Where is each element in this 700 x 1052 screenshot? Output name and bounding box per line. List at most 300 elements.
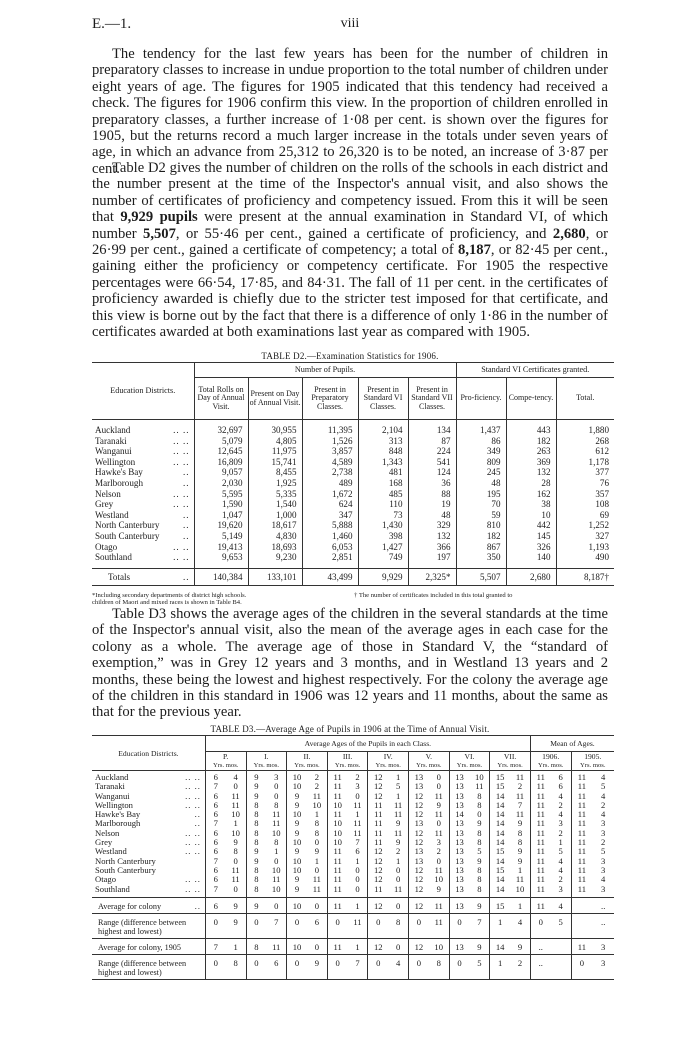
value-cell: 11 (353, 799, 362, 810)
value-cell: 3 (601, 827, 606, 838)
value-cell: 11 (571, 782, 592, 791)
value-cell: 8,455 (248, 467, 302, 478)
leader-dots: .. .. (173, 446, 190, 457)
value-cell: 11 (530, 801, 550, 810)
value-cell: 16,809 (194, 457, 248, 468)
table-d3-mean-header: Mean of Ages. (530, 736, 614, 752)
value-cell: 11 (368, 801, 388, 810)
table-row (92, 829, 614, 838)
value-cell: 350 (456, 552, 506, 568)
value-cell: 11 (353, 827, 362, 838)
value-cell: 6 (205, 792, 225, 801)
footnote-secondary: *Including secondary departments of district high schools. (92, 592, 247, 599)
value-cell: 8 (246, 810, 266, 819)
value-cell: 0 (314, 864, 319, 875)
district-name: Grey (95, 499, 114, 510)
value-cell: 11 (327, 866, 347, 875)
value-cell: 349 (456, 446, 506, 457)
value-cell: 7 (205, 885, 225, 898)
value-cell: 12 (409, 897, 429, 913)
district-name: Wanganui (95, 446, 132, 457)
value-cell: 15 (490, 897, 510, 913)
table-row (92, 478, 614, 489)
value-cell: 1 (348, 897, 368, 913)
value-cell: 10 (287, 771, 307, 783)
value-cell: 11 (434, 864, 443, 875)
value-cell: 14 (490, 810, 510, 819)
district-name: North Canterbury (95, 520, 160, 531)
value-cell: 9 (287, 792, 307, 801)
value-cell: 1,252 (588, 520, 609, 531)
value-cell: 11 (327, 939, 347, 955)
value-cell: 13 (449, 829, 469, 838)
value-cell: 9 (233, 837, 238, 848)
table-d2-col-header: Pro-ficiency. (456, 378, 506, 420)
district-name: Hawke's Bay (95, 467, 143, 478)
value-cell: 1 (314, 809, 319, 820)
value-cell: 9,653 (194, 552, 248, 568)
value-cell: 14 (490, 801, 510, 810)
table-row (92, 568, 614, 586)
value-cell (571, 914, 592, 939)
value-cell: 10 (287, 857, 307, 866)
table-row (92, 771, 614, 783)
leader-dots: .. .. (185, 781, 201, 792)
value-cell: 4 (388, 955, 408, 980)
value-cell: 4,589 (302, 457, 358, 468)
value-cell: 11 (312, 874, 321, 885)
value-cell: 11 (348, 914, 368, 939)
value-cell: 1,540 (248, 499, 302, 510)
value-cell: 13 (449, 885, 469, 898)
value-cell: 0 (388, 939, 408, 955)
value-cell: 10 (327, 829, 347, 838)
value-cell: 5,079 (194, 436, 248, 447)
value-cell: 9 (307, 955, 327, 980)
value-cell: 11 (571, 801, 592, 810)
value-cell: 0 (266, 897, 286, 913)
value-cell: 0 (307, 897, 327, 913)
value-cell: 1,047 (194, 510, 248, 521)
value-cell: 8 (314, 827, 319, 838)
value-cell: 10 (287, 782, 307, 791)
table-row (92, 782, 614, 791)
value-cell: 2,325* (408, 568, 456, 586)
value-cell: 6 (558, 781, 563, 792)
leader-dots: .. .. (173, 435, 190, 446)
value-cell: 11 (368, 810, 388, 819)
value-cell: 6 (205, 810, 225, 819)
table-d3-unit-header: Yrs. mos. (368, 762, 409, 771)
table-d3-unit-header: Yrs. mos. (571, 762, 614, 771)
value-cell: 4 (558, 809, 563, 820)
value-cell: 0 (205, 955, 225, 980)
value-cell: 0 (274, 781, 279, 792)
value-cell: 48 (456, 478, 506, 489)
value-cell: 9 (517, 846, 523, 857)
district-name: Auckland (95, 425, 131, 435)
value-cell: 11 (231, 790, 240, 801)
value-cell: 0 (287, 914, 307, 939)
value-cell (571, 897, 592, 913)
value-cell: 6 (205, 866, 225, 875)
value-cell: 8 (246, 838, 266, 847)
table-d2-col-header: Total. (556, 378, 614, 420)
value-cell: 0 (388, 897, 408, 913)
leader-dots: .. .. (173, 488, 190, 499)
value-cell: 5 (477, 846, 482, 857)
value-cell: 9 (436, 799, 441, 810)
value-cell: 0 (436, 781, 441, 792)
value-cell: 8 (246, 885, 266, 898)
table-row (92, 801, 614, 810)
value-cell: 11 (434, 827, 443, 838)
value-cell: 8,187† (556, 568, 614, 586)
value-cell: 11 (393, 883, 403, 894)
value-cell: 245 (456, 467, 506, 478)
value-cell: 10 (287, 939, 307, 955)
value-cell: 134 (408, 420, 456, 436)
value-cell: 0 (205, 914, 225, 939)
page-number: viii (340, 16, 360, 31)
value-cell: 9 (246, 771, 266, 783)
table-row (92, 510, 614, 521)
value-cell: 0 (246, 955, 266, 980)
value-cell: 8 (274, 799, 279, 810)
value-cell: 7 (517, 799, 523, 810)
value-cell: 327 (595, 530, 609, 541)
value-cell: 1 (395, 855, 401, 866)
value-cell: 10 (287, 810, 307, 819)
value-cell: 86 (456, 436, 506, 447)
value-cell: 8 (477, 864, 482, 875)
value-cell: 9 (395, 818, 401, 829)
value-cell: 11 (272, 818, 281, 829)
value-cell: 12 (368, 939, 388, 955)
value-cell: 848 (358, 446, 408, 457)
value-cell: 12 (409, 866, 429, 875)
value-cell: 11 (571, 847, 592, 856)
district-name: Westland (95, 846, 127, 857)
value-cell: 5 (551, 914, 571, 939)
leader-dots: .. (194, 818, 201, 829)
table-d3-class-header: 1905. (571, 752, 614, 762)
value-cell: 810 (456, 520, 506, 531)
value-cell: 8 (517, 827, 523, 838)
value-cell: 8 (517, 837, 523, 848)
value-cell: 13 (409, 847, 429, 856)
value-cell: 357 (595, 488, 609, 499)
value-cell: 10 (475, 772, 484, 782)
district-name: Average for colony, 1905 (98, 943, 181, 953)
value-cell: 59 (456, 510, 506, 521)
value-cell: 11 (272, 874, 281, 885)
value-cell: 19 (408, 499, 456, 510)
value-cell: 12 (409, 838, 429, 847)
report-reference: E.—1. (92, 16, 132, 32)
district-name: Wanganui (95, 790, 130, 801)
value-cell: 9 (517, 818, 523, 829)
value-cell: .. (530, 939, 550, 955)
value-cell: 12,645 (194, 446, 248, 457)
value-cell: 2 (436, 846, 441, 857)
district-name: Wellington (95, 456, 136, 467)
value-cell: 12 (409, 885, 429, 898)
table-d3-class-header: VI. (449, 752, 490, 762)
value-cell: 0 (368, 914, 388, 939)
table-d3-class-header: IV. (368, 752, 409, 762)
value-cell: 224 (408, 446, 456, 457)
value-cell: 9 (287, 819, 307, 828)
value-cell: 12 (368, 866, 388, 875)
value-cell: 2 (314, 772, 319, 782)
value-cell: 1,672 (302, 489, 358, 500)
value-cell: 12 (368, 857, 388, 866)
value-cell: 110 (358, 499, 408, 510)
value-cell: 0 (274, 790, 279, 801)
table-row (92, 499, 614, 510)
value-cell: 2 (601, 837, 606, 848)
table-d3-unit-header: Yrs. mos. (530, 762, 571, 771)
value-cell: 10 (271, 864, 281, 875)
value-cell: 1,437 (456, 420, 506, 436)
value-cell: 14 (490, 819, 510, 828)
table-d3-class-header: II. (287, 752, 328, 762)
value-cell: 0 (409, 914, 429, 939)
value-cell: 9,929 (358, 568, 408, 586)
value-cell: 0 (436, 772, 441, 782)
value-cell: 2 (601, 799, 606, 810)
value-cell: 2 (510, 955, 530, 980)
value-cell: 2,030 (194, 478, 248, 489)
value-cell: 1 (355, 809, 360, 820)
table-d2-col-header: Present on Day of Annual Visit. (248, 378, 302, 420)
value-cell: 0 (314, 837, 319, 848)
value-cell: 10 (506, 510, 556, 521)
value-cell: 5,335 (248, 489, 302, 500)
value-cell: 9 (287, 885, 307, 898)
value-cell: 145 (506, 531, 556, 542)
district-name-cell (92, 457, 194, 468)
leader-dots: .. (182, 477, 190, 488)
value-cell: 4 (558, 855, 563, 866)
value-cell: 8 (477, 790, 482, 801)
value-cell: 11 (571, 885, 592, 898)
district-name: Westland (95, 509, 129, 520)
value-cell: 4 (233, 772, 238, 782)
value-cell: 13 (449, 897, 469, 913)
value-cell: 11 (327, 810, 347, 819)
value-cell: 3 (558, 818, 563, 829)
value-cell: 11 (530, 829, 550, 838)
value-cell: 1 (510, 897, 530, 913)
value-cell: 612 (595, 446, 609, 457)
table-d3-class-header: I. (246, 752, 287, 762)
leader-dots: .. (182, 467, 190, 478)
value-cell: 9 (510, 939, 530, 955)
value-cell: 14 (490, 939, 510, 955)
value-cell: 5,595 (194, 489, 248, 500)
value-cell: 485 (358, 489, 408, 500)
district-name-cell (92, 897, 205, 913)
district-name: South Canterbury (95, 530, 160, 541)
value-cell: 1 (226, 939, 246, 955)
value-cell: 3 (592, 955, 614, 980)
table-row (92, 420, 614, 436)
value-cell: 15 (490, 847, 510, 856)
value-cell: 0 (327, 914, 347, 939)
value-cell: 0 (530, 914, 550, 939)
value-cell: 5,888 (302, 520, 358, 531)
value-cell: 48 (408, 510, 456, 521)
value-cell: 3 (436, 837, 441, 848)
table-d3-class-header: V. (409, 752, 450, 762)
value-cell: 14 (490, 829, 510, 838)
value-cell: 442 (506, 520, 556, 531)
value-cell: 5 (469, 955, 489, 980)
value-cell: .. (592, 914, 614, 939)
value-cell: 12 (409, 875, 429, 884)
table-row (92, 542, 614, 553)
table-row (92, 847, 614, 856)
value-cell: .. (530, 955, 550, 980)
value-cell: 43,499 (302, 568, 358, 586)
leader-dots: .. .. (185, 790, 201, 801)
value-cell: 11 (530, 897, 550, 913)
value-cell: 377 (595, 467, 609, 478)
table-d2 (92, 362, 614, 586)
district-name-cell (92, 420, 194, 436)
value-cell: 4 (558, 864, 563, 875)
value-cell: 0 (436, 855, 441, 866)
value-cell: 13 (449, 782, 469, 791)
value-cell: 11 (393, 827, 403, 838)
table-row (92, 552, 614, 568)
district-name-cell (92, 914, 205, 939)
value-cell: 11 (571, 866, 592, 875)
value-cell: 5 (601, 781, 606, 792)
table-row (92, 838, 614, 847)
value-cell: 19,413 (194, 542, 248, 553)
value-cell: 3 (274, 772, 279, 782)
value-cell: 11 (327, 875, 347, 884)
value-cell: 2 (355, 772, 360, 782)
value-cell: 182 (506, 436, 556, 447)
value-cell: 13 (449, 838, 469, 847)
value-cell: 11 (327, 857, 347, 866)
leader-dots: .. .. (185, 846, 201, 857)
value-cell: 5 (601, 846, 606, 857)
value-cell: 10 (327, 801, 347, 810)
value-cell: 11 (429, 914, 449, 939)
value-cell: 14 (490, 838, 510, 847)
value-cell: 162 (506, 489, 556, 500)
table-d2-districts-header: Education Districts. (92, 363, 194, 420)
value-cell: 0 (571, 955, 592, 980)
district-name-cell (92, 542, 194, 553)
value-cell: 4,830 (248, 531, 302, 542)
district-name-cell (92, 955, 205, 980)
value-cell: 11 (515, 790, 525, 801)
district-name-cell (92, 531, 194, 542)
value-cell: 132 (408, 531, 456, 542)
value-cell: 8 (226, 955, 246, 980)
leader-dots: .. .. (185, 827, 201, 838)
leader-dots: .. (182, 530, 190, 541)
value-cell: 7 (469, 914, 489, 939)
value-cell: 0 (355, 864, 360, 875)
district-name-cell (92, 939, 205, 955)
value-cell: 8 (246, 875, 266, 884)
value-cell: 263 (506, 446, 556, 457)
value-cell: 0 (409, 955, 429, 980)
value-cell: 11 (530, 771, 550, 783)
footnote-certificates-cont: children of Maori and mixed races is shown in Table B4. (92, 599, 242, 606)
value-cell: 10 (327, 838, 347, 847)
leader-dots: .. .. (173, 541, 190, 552)
value-cell: 6 (266, 955, 286, 980)
value-cell: 11 (327, 792, 347, 801)
value-cell: 9 (246, 782, 266, 791)
table-row (92, 446, 614, 457)
value-cell: 490 (595, 552, 609, 563)
value-cell: 10 (515, 883, 525, 894)
value-cell: 70 (456, 499, 506, 510)
district-name: Hawke's Bay (95, 809, 141, 820)
value-cell: 11 (231, 864, 240, 875)
value-cell: 1 (490, 914, 510, 939)
value-cell: 11 (312, 883, 321, 894)
value-cell: 10 (271, 883, 281, 894)
value-cell: 0 (233, 855, 238, 866)
table-d3-unit-header: Yrs. mos. (246, 762, 287, 771)
district-name: Range (difference between highest and lowest) (98, 959, 187, 978)
value-cell: 18,693 (248, 542, 302, 553)
value-cell: 1 (233, 818, 238, 829)
value-cell: 0 (436, 818, 441, 829)
value-cell: 2 (395, 846, 401, 857)
table-d2-col-header: Compe-tency. (506, 378, 556, 420)
leader-dots: .. .. (185, 799, 201, 810)
value-cell: 398 (358, 531, 408, 542)
value-cell: 12 (409, 810, 429, 819)
table-d3-districts-header: Education Districts. (92, 736, 205, 771)
value-cell: 9 (246, 792, 266, 801)
value-cell: 7 (266, 914, 286, 939)
value-cell: 0 (246, 914, 266, 939)
table-row (92, 467, 614, 478)
leader-dots: .. .. (185, 837, 201, 848)
value-cell: 1 (355, 855, 360, 866)
table-row (92, 914, 614, 939)
value-cell: 12 (409, 939, 429, 955)
leader-dots: .. (194, 809, 201, 820)
value-cell: 8 (477, 874, 482, 885)
value-cell: 4 (551, 897, 571, 913)
value-cell: 541 (408, 457, 456, 468)
district-name: Otago (95, 541, 118, 552)
value-cell: 11 (231, 799, 240, 810)
value-cell: 4 (601, 809, 606, 820)
value-cell: 481 (358, 467, 408, 478)
value-cell: 11 (571, 792, 592, 801)
district-name: Nelson (95, 827, 120, 838)
value-cell: 3 (601, 883, 606, 894)
district-name-cell (92, 568, 194, 586)
value-cell: 11 (530, 810, 550, 819)
value-cell: 11 (368, 838, 388, 847)
table-row (92, 531, 614, 542)
